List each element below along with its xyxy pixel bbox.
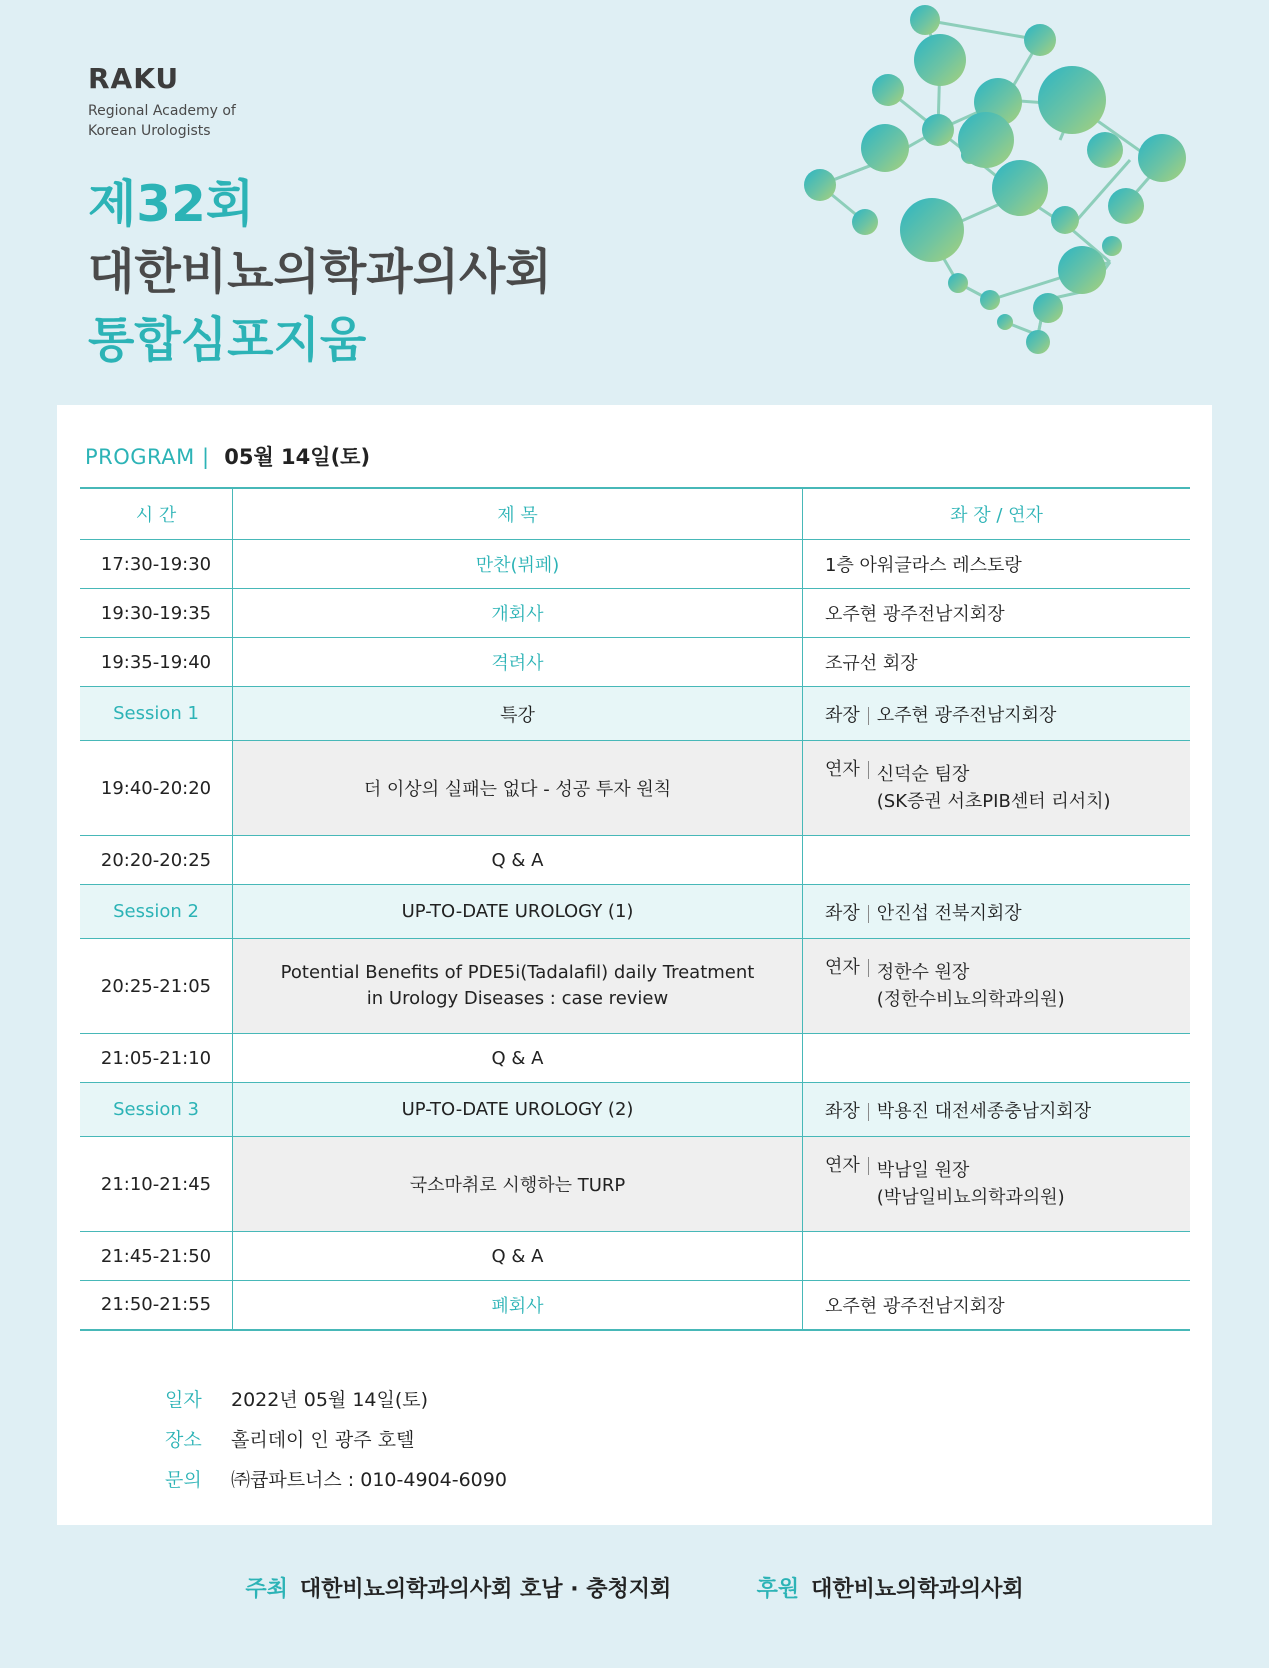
header-time: 시 간 <box>80 488 233 540</box>
session-chair <box>803 885 1191 939</box>
event-info <box>165 1380 507 1500</box>
table-row <box>80 638 1190 687</box>
row-title: Q & A <box>233 836 803 885</box>
info-place-label: 장소 <box>165 1429 202 1451</box>
table-row <box>80 540 1190 589</box>
row-speaker <box>803 1034 1191 1083</box>
role-label: 좌장 <box>825 1103 869 1121</box>
info-place-value: 홀리데이 인 광주 호텔 <box>231 1429 415 1451</box>
program-table <box>80 487 1190 1331</box>
session-label: Session 2 <box>80 885 233 939</box>
session-row <box>80 885 1190 939</box>
lecture-title <box>233 939 803 1034</box>
lecture-title: 더 이상의 실패는 없다 - 성공 투자 원칙 <box>233 741 803 836</box>
role-label: 좌장 <box>825 707 869 725</box>
session-title: UP-TO-DATE UROLOGY (1) <box>233 885 803 939</box>
title-line-1: 제32회 <box>88 175 255 233</box>
lecture-speaker <box>803 1137 1191 1232</box>
title-line-2: 대한비뇨의학과의사회 <box>88 244 552 300</box>
molecule-graphic <box>790 0 1260 380</box>
lecture-row <box>80 1137 1190 1232</box>
row-speaker: 오주현 광주전남지회장 <box>803 1281 1191 1330</box>
row-speaker: 1층 아워글라스 레스토랑 <box>803 540 1191 589</box>
speaker-name: 신덕순 팀장 <box>876 764 970 785</box>
table-row <box>80 836 1190 885</box>
session-title: UP-TO-DATE UROLOGY (2) <box>233 1083 803 1137</box>
table-row <box>80 1281 1190 1330</box>
session-chair <box>803 687 1191 741</box>
event-title <box>88 170 552 374</box>
info-date-label: 일자 <box>165 1389 202 1411</box>
table-row <box>80 1034 1190 1083</box>
session-label: Session 1 <box>80 687 233 741</box>
logo-subtitle <box>88 101 236 141</box>
row-time: 21:10-21:45 <box>80 1137 233 1232</box>
logo-sub-line-1: Regional Academy of <box>88 103 236 119</box>
lecture-title-line-2: in Urology Diseases : case review <box>366 988 669 1009</box>
program-heading <box>85 441 370 471</box>
table-row <box>80 1232 1190 1281</box>
session-title: 특강 <box>233 687 803 741</box>
session-row <box>80 1083 1190 1137</box>
program-date: 05월 14일(토) <box>224 445 371 469</box>
info-contact-value: ㈜큡파트너스 : 010-4904-6090 <box>231 1469 507 1491</box>
header-title: 제 목 <box>233 488 803 540</box>
program-label: PROGRAM | <box>85 445 210 469</box>
row-time: 19:35-19:40 <box>80 638 233 687</box>
row-time: 21:45-21:50 <box>80 1232 233 1281</box>
table-row <box>80 589 1190 638</box>
speaker-name: 박용진 대전세종충남지회장 <box>876 1100 1092 1122</box>
row-speaker <box>803 836 1191 885</box>
speaker-affiliation: (SK증권 서초PIB센터 리서치) <box>876 791 1111 812</box>
role-label: 연자 <box>825 959 869 977</box>
role-label: 연자 <box>825 1157 869 1175</box>
row-speaker: 오주현 광주전남지회장 <box>803 589 1191 638</box>
row-title: 개회사 <box>233 589 803 638</box>
speaker-name: 안진섭 전북지회장 <box>876 902 1022 924</box>
speaker-name: 오주현 광주전남지회장 <box>876 704 1057 726</box>
header-speaker: 좌 장 / 연자 <box>803 488 1191 540</box>
lecture-row <box>80 741 1190 836</box>
row-title: 만찬(뷔페) <box>233 540 803 589</box>
row-time: 19:30-19:35 <box>80 589 233 638</box>
info-date <box>165 1380 507 1420</box>
info-date-value: 2022년 05월 14일(토) <box>231 1389 429 1411</box>
host-value: 대한비뇨의학과의사회 호남 · 충청지회 <box>299 1577 672 1602</box>
row-title: 격려사 <box>233 638 803 687</box>
role-label: 좌장 <box>825 905 869 923</box>
logo-brand: RAKU <box>88 62 180 95</box>
speaker-name: 박남일 원장 <box>876 1160 970 1181</box>
sponsor-label: 후원 <box>756 1577 800 1602</box>
lecture-row <box>80 939 1190 1034</box>
program-card <box>57 405 1212 1525</box>
sponsor-value: 대한비뇨의학과의사회 <box>811 1577 1024 1602</box>
speaker-affiliation: (박남일비뇨의학과의원) <box>876 1187 1065 1208</box>
session-chair <box>803 1083 1191 1137</box>
row-time: 20:25-21:05 <box>80 939 233 1034</box>
row-title: Q & A <box>233 1232 803 1281</box>
raku-logo <box>88 62 236 141</box>
info-place <box>165 1420 507 1460</box>
row-time: 19:40-20:20 <box>80 741 233 836</box>
host-label: 주최 <box>245 1577 288 1602</box>
session-row <box>80 687 1190 741</box>
logo-sub-line-2: Korean Urologists <box>88 123 211 139</box>
lecture-title-line-1: Potential Benefits of PDE5i(Tadalafil) daily Treatment <box>280 962 755 983</box>
speaker-affiliation: (정한수비뇨의학과의원) <box>876 989 1065 1010</box>
row-speaker <box>803 1232 1191 1281</box>
row-time: 21:05-21:10 <box>80 1034 233 1083</box>
row-time: 21:50-21:55 <box>80 1281 233 1330</box>
session-label: Session 3 <box>80 1083 233 1137</box>
row-time: 17:30-19:30 <box>80 540 233 589</box>
speaker-name: 정한수 원장 <box>876 962 970 983</box>
row-time: 20:20-20:25 <box>80 836 233 885</box>
info-contact <box>165 1460 507 1500</box>
table-header-row <box>80 488 1190 540</box>
row-title: 폐회사 <box>233 1281 803 1330</box>
title-line-3: 통합심포지움 <box>88 312 367 368</box>
row-title: Q & A <box>233 1034 803 1083</box>
lecture-speaker <box>803 939 1191 1034</box>
info-contact-label: 문의 <box>165 1469 202 1491</box>
row-speaker: 조규선 회장 <box>803 638 1191 687</box>
lecture-title: 국소마취로 시행하는 TURP <box>233 1137 803 1232</box>
footer <box>0 1572 1269 1603</box>
role-label: 연자 <box>825 761 869 779</box>
lecture-speaker <box>803 741 1191 836</box>
